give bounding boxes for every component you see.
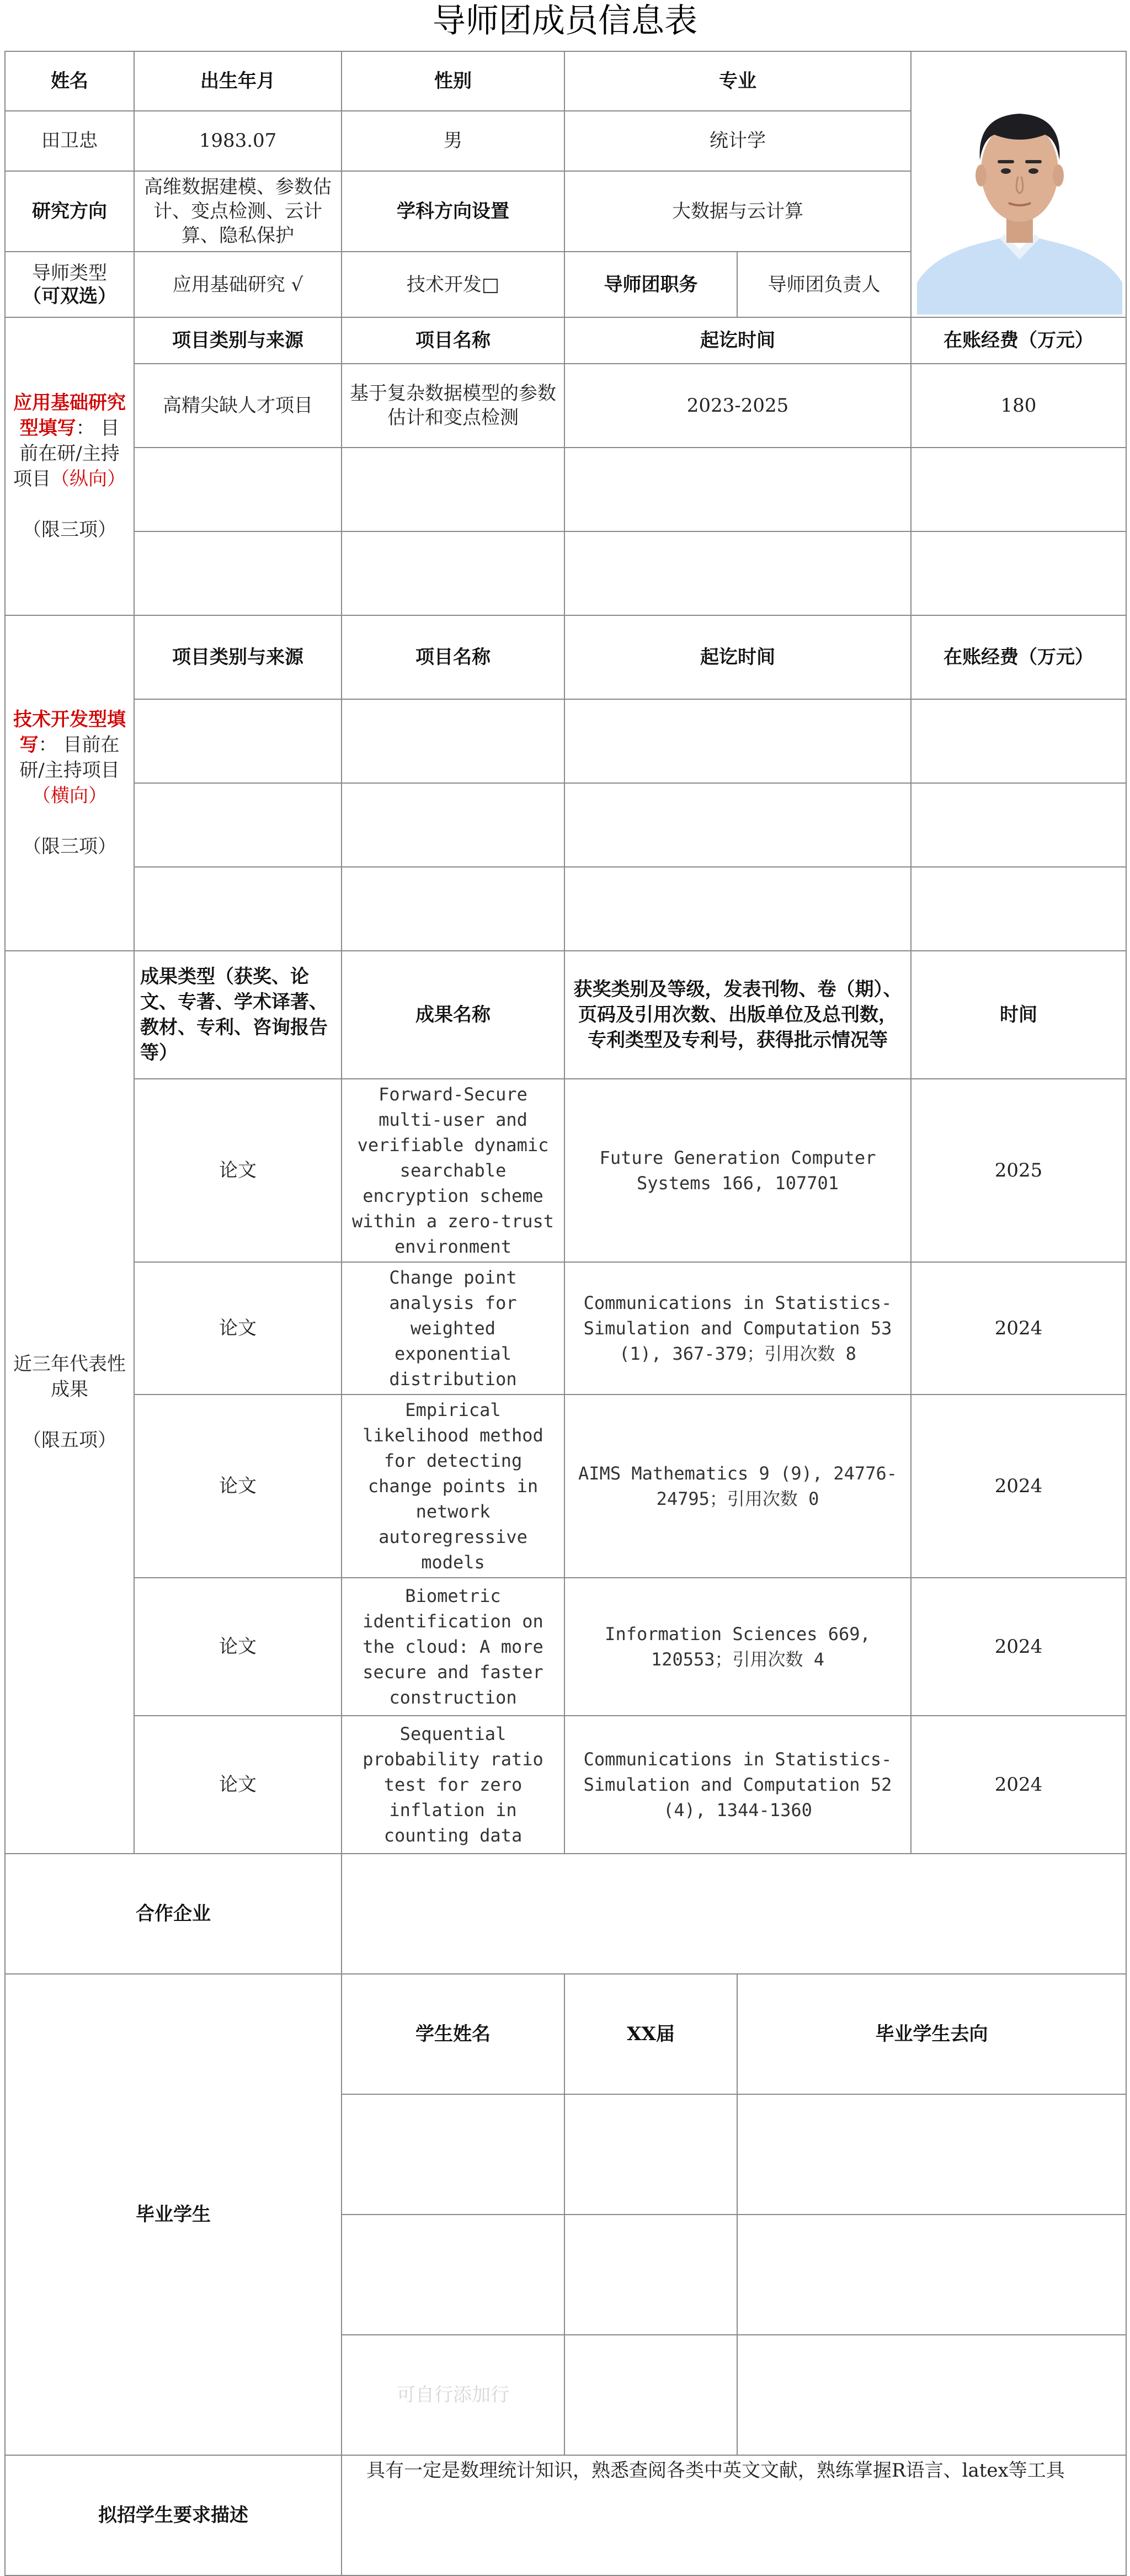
tech-cell [911,699,1126,783]
applied-side-label [5,317,134,615]
applied-side-colon: ： [76,417,95,439]
tech-cell [342,867,564,951]
achievement-year: 2024 [911,1578,1126,1716]
applied-side-projects: 目前在研/主持项目 [13,417,120,490]
achievement-year: 2024 [911,1395,1126,1578]
tech-cell [564,867,911,951]
tech-header: 起讫时间 [564,615,911,699]
mentor-type-sub: （可双选） [23,285,116,307]
table-row [5,1395,1126,1578]
applied-cell [342,531,564,615]
achievement-title: Sequential probability ratio test for zero inflation in counting data [342,1716,564,1854]
add-row-hint: 可自行添加行 [342,2335,564,2455]
tech-side-direction: （横向） [32,785,107,807]
achievements-header: 时间 [911,951,1126,1079]
birth-label: 出生年月 [134,51,342,111]
table-row [5,1079,1126,1262]
achievements-side-title: 近三年代表性成果 [13,1353,126,1401]
tech-header: 项目类别与来源 [134,615,342,699]
mentor-role-label: 导师团职务 [564,252,737,317]
applied-side-direction: （纵向） [51,468,126,490]
applied-side-title: 应用基础研究型填写 [13,392,126,439]
table-row [5,1262,1126,1395]
table-row [5,867,1126,951]
tech-side-title: 技术开发型填写 [13,709,126,756]
graduate-cell [564,2335,737,2455]
birth-value: 1983.07 [134,111,342,171]
tech-cell [134,867,342,951]
achievements-side-limit: （限五项） [23,1429,116,1451]
table-row [5,364,1126,448]
gender-label: 性别 [342,51,564,111]
graduates-header: XX届 [564,1974,737,2094]
portrait-photo-icon [917,77,1122,315]
applied-cell: 180 [911,364,1126,448]
research-label: 研究方向 [5,171,134,252]
achievement-year: 2024 [911,1262,1126,1395]
requirements-value: 具有一定是数理统计知识，熟悉查阅各类中英文文献，熟练掌握R语言、latex等工具 [342,2455,1126,2575]
achievement-year: 2025 [911,1079,1126,1262]
applied-cell [134,531,342,615]
tech-cell [134,699,342,783]
applied-side-limit: （限三项） [23,519,116,541]
tech-side-colon: ： [38,734,57,756]
achievements-side-label [5,951,134,1854]
tech-cell [342,783,564,867]
graduate-cell [737,2335,1126,2455]
photo-cell [911,51,1126,317]
tech-cell [911,783,1126,867]
applied-cell: 高精尖缺人才项目 [134,364,342,448]
applied-cell [911,531,1126,615]
mentor-type-title: 导师类型 [32,262,107,284]
graduate-cell [342,2094,564,2215]
mentor-type-tech: 技术开发□ [342,252,564,317]
major-value: 统计学 [564,111,911,171]
tech-header: 项目名称 [342,615,564,699]
achievements-header: 成果名称 [342,951,564,1079]
mentor-role-value: 导师团负责人 [737,252,911,317]
applied-cell [564,531,911,615]
achievement-detail: AIMS Mathematics 9 (9), 24776-24795；引用次数 0 [564,1395,911,1578]
table-row [5,1578,1126,1716]
mentor-type-applied: 应用基础研究 √ [134,252,342,317]
graduate-cell [564,2094,737,2215]
table-row [5,531,1126,615]
achievement-year: 2024 [911,1716,1126,1854]
achievement-type: 论文 [134,1578,342,1716]
requirements-label: 拟招学生要求描述 [5,2455,342,2575]
applied-cell: 2023-2025 [564,364,911,448]
achievements-header: 获奖类别及等级，发表刊物、卷（期）、页码及引用次数、出版单位及总刊数，专利类型及专利号，获得批示情况等 [564,951,911,1079]
achievement-title: Empirical likelihood method for detecting change points in network autoregressive models [342,1395,564,1578]
tech-cell [134,783,342,867]
achievement-type: 论文 [134,1262,342,1395]
achievement-detail: Information Sciences 669, 120553；引用次数 4 [564,1578,911,1716]
company-label: 合作企业 [5,1854,342,1974]
applied-header: 项目类别与来源 [134,317,342,364]
tech-cell [564,699,911,783]
applied-cell [342,448,564,531]
gender-value: 男 [342,111,564,171]
graduates-header: 毕业学生去向 [737,1974,1126,2094]
company-value [342,1854,1126,1974]
tech-side-projects: 目前在研/主持项目 [19,734,120,781]
achievement-type: 论文 [134,1395,342,1578]
applied-cell [564,448,911,531]
info-form [4,51,1127,2576]
tech-side-limit: （限三项） [23,835,116,858]
graduate-cell [342,2215,564,2335]
applied-header: 项目名称 [342,317,564,364]
applied-cell: 基于复杂数据模型的参数估计和变点检测 [342,364,564,448]
name-value: 田卫忠 [5,111,134,171]
tech-cell [564,783,911,867]
achievement-detail: Future Generation Computer Systems 166, 107701 [564,1079,911,1262]
major-label: 专业 [564,51,911,111]
table-row [5,783,1126,867]
achievement-type: 论文 [134,1079,342,1262]
applied-cell [134,448,342,531]
achievement-title: Change point analysis for weighted exponential distribution [342,1262,564,1395]
applied-header: 起讫时间 [564,317,911,364]
graduates-header: 学生姓名 [342,1974,564,2094]
tech-cell [342,699,564,783]
table-row [5,448,1126,531]
tech-side-label [5,615,134,951]
graduates-label: 毕业学生 [5,1974,342,2455]
tech-header: 在账经费（万元） [911,615,1126,699]
graduate-cell [737,2215,1126,2335]
discipline-label: 学科方向设置 [342,171,564,252]
table-row [5,1716,1126,1854]
page-title: 导师团成员信息表 [433,2,697,40]
achievement-detail: Communications in Statistics-Simulation and Computation 53 (1), 367-379；引用次数 8 [564,1262,911,1395]
achievement-title: Biometric identification on the cloud: A more secure and faster construction [342,1578,564,1716]
research-value: 高维数据建模、参数估计、变点检测、云计算、隐私保护 [134,171,342,252]
applied-header: 在账经费（万元） [911,317,1126,364]
table-row [5,699,1126,783]
name-label: 姓名 [5,51,134,111]
applied-cell [911,448,1126,531]
achievement-detail: Communications in Statistics-Simulation and Computation 52 (4), 1344-1360 [564,1716,911,1854]
achievements-header: 成果类型（获奖、论文、专著、学术译著、教材、专利、咨询报告等） [134,951,342,1079]
tech-cell [911,867,1126,951]
graduate-cell [564,2215,737,2335]
graduate-cell [737,2094,1126,2215]
achievement-type: 论文 [134,1716,342,1854]
achievement-title: Forward-Secure multi-user and verifiable dynamic searchable encryption scheme within a zero-trust environment [342,1079,564,1262]
mentor-type-label [5,252,134,317]
discipline-value: 大数据与云计算 [564,171,911,252]
